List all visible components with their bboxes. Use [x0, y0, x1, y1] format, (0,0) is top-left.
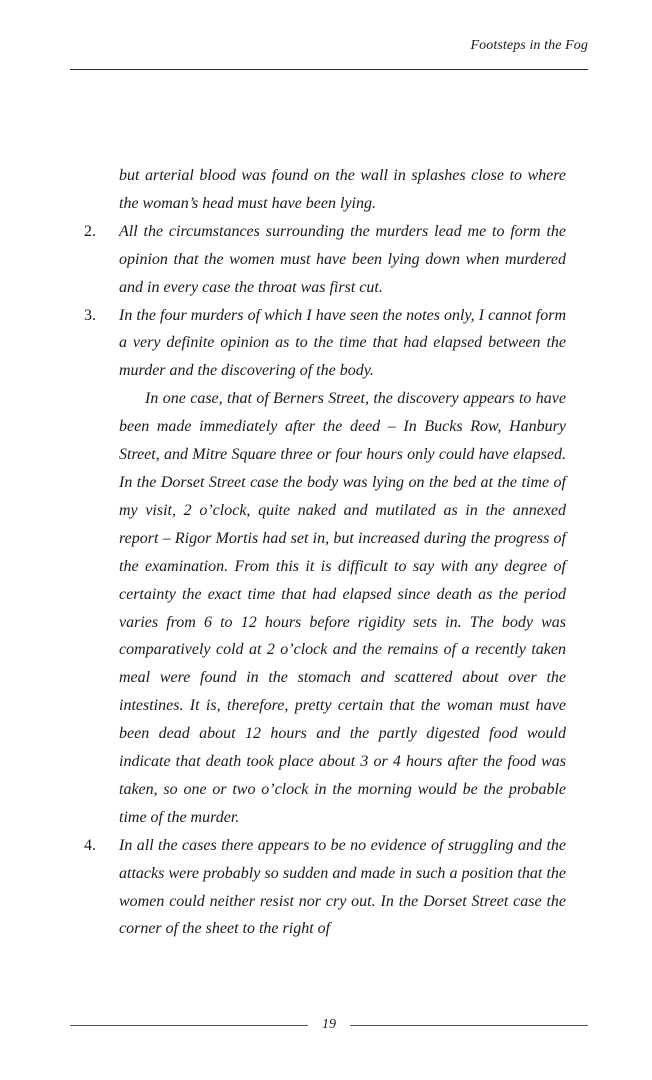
item-body: [119, 302, 566, 832]
item-paragraph: In the four murders of which I have seen the notes only, I cannot form a very definite opinion as to the time that had elapsed between the murder and the discovering of the body.: [119, 306, 566, 380]
footer-rule-right: [350, 1025, 588, 1026]
item-number: 4.: [84, 836, 96, 854]
item-paragraph: In all the cases there appears to be no evidence of struggling and the attacks were probably so sudden and made in such a position that the women could neither resist nor cry out. In the Dorset Street case the corner of the sheet to the right of: [119, 836, 566, 938]
item-paragraph: All the circumstances surrounding the murders lead me to form the opinion that the women must have been lying down when murdered and in every case the throat was first cut.: [119, 222, 566, 296]
footer-rule-left: [70, 1025, 308, 1026]
continued-paragraph: but arterial blood was found on the wall in splashes close to where the woman’s head must have been lying.: [119, 167, 566, 212]
page-footer: [70, 1015, 588, 1035]
body-text: [84, 162, 566, 943]
item-body: [119, 218, 566, 302]
list-item-3: [84, 302, 566, 832]
header-rule: [70, 69, 588, 70]
item-paragraph-indented: In one case, that of Berners Street, the discovery appears to have been made immediately after the deed – In Bucks Row, Hanbury Street, and Mitre Square three or four hours only could have elapsed. In the Dorset Street case the body was lying on the bed at the time of my visit, 2 o’clock, quite naked and mutilated as in the annexed report – Rigor Mortis had set in, but increased during the progress of the examination. From this it is difficult to say with any degree of certainty the exact time that had elapsed since death as the period varies from 6 to 12 hours before rigidity sets in. The body was comparatively cold at 2 o’clock and the remains of a recently taken meal were found in the stomach and scattered about over the intestines. It is, therefore, pretty certain that the woman must have been dead about 12 hours and the partly digested food would indicate that death took place about 3 or 4 hours after the food was taken, so one or two o’clock in the morning would be the probable time of the murder.: [119, 390, 566, 826]
item-number: 2.: [84, 222, 96, 240]
page-number: 19: [322, 1017, 336, 1032]
running-head: Footsteps in the Fog: [470, 38, 588, 53]
list-item-4: [84, 832, 566, 944]
item-body: [119, 832, 566, 944]
item-number: 3.: [84, 306, 96, 324]
list-item-2: [84, 218, 566, 302]
